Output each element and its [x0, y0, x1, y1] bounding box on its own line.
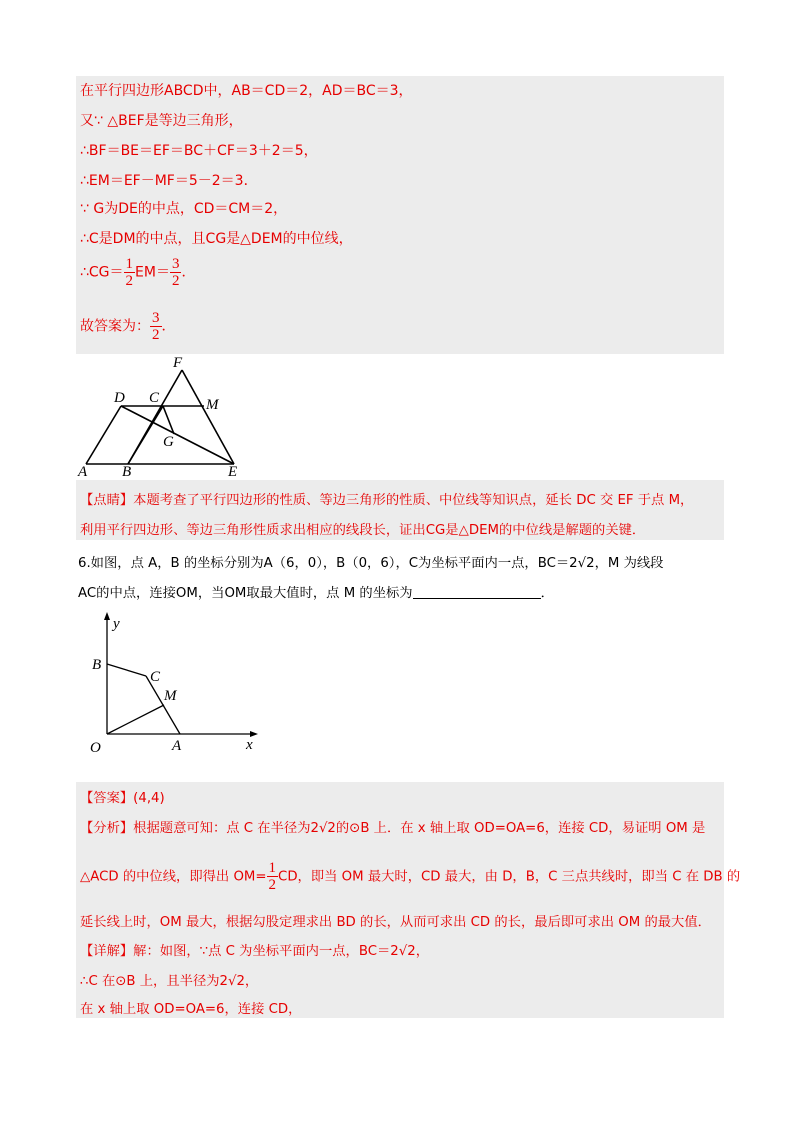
solution-line-6: ∴C是DM的中点，且CG是△DEM的中位线，: [80, 231, 353, 247]
fraction-half: [124, 256, 136, 289]
label-O: O: [90, 740, 101, 756]
fraction-numerator: 1: [125, 256, 134, 272]
label-A: A: [78, 464, 88, 478]
solution-line-3: ∴BF＝BE＝EF＝BC＋CF＝3＋2＝5，: [80, 143, 318, 159]
question-6-line-2: [78, 582, 554, 601]
label-M: M: [206, 397, 219, 413]
fraction-numerator: 3: [152, 310, 160, 326]
analysis-text: △ACD 的中位线，即得出 OM=: [80, 869, 267, 885]
fraction-three-halves: [170, 256, 182, 289]
label-x: x: [246, 737, 253, 753]
analysis-fraction: [267, 860, 279, 893]
answer-line-5: [80, 310, 176, 343]
comment-line-1: 【点睛】本题考查了平行四边形的性质、等边三角形的性质、中位线等知识点，延长 DC 交 EF 于点 M，: [80, 493, 694, 508]
analysis-line-1: 【分析】根据题意可知：点 C 在半径为2√2的⊙B 上．在 x 轴上取 OD=OA=6，连接 CD，易证明 OM 是: [80, 821, 706, 836]
question-6-line-1: 6.如图，点 A，B 的坐标分别为A（6，0），B（0，6），C为坐标平面内一点，BC＝2√2，M 为线段: [78, 556, 664, 571]
coordinate-figure: [76, 610, 276, 760]
analysis-line-3: 延长线上时，OM 最大，根据勾股定理求出 BD 的长，从而可求出 CD 的长，最后即可求出 OM 的最大值．: [80, 915, 711, 930]
question-6-text: AC的中点，连接OM，当OM取最大值时，点 M 的坐标为: [78, 586, 413, 601]
label-E: E: [228, 464, 238, 478]
fraction-numerator: 1: [268, 860, 277, 876]
detail-line-2: ∴C 在⊙B 上，且半径为2√2，: [80, 974, 259, 989]
fraction-numerator: 3: [171, 256, 180, 272]
period: ．: [181, 264, 196, 281]
answer-fraction: [150, 310, 162, 343]
label-M: M: [164, 688, 177, 704]
analysis-line-2: [80, 860, 740, 893]
period: ．: [540, 586, 554, 601]
fraction-denominator: 2: [171, 273, 180, 289]
solution-line-5: ∵ G为DE的中点，CD＝CM＝2，: [80, 201, 288, 217]
fraction-denominator: 2: [152, 327, 160, 343]
fraction-denominator: 2: [125, 273, 134, 289]
label-F: F: [173, 355, 183, 371]
label-A: A: [172, 738, 182, 754]
cg-prefix: ∴CG＝: [80, 264, 124, 281]
label-D: D: [114, 390, 125, 406]
solution-line-7: [80, 256, 195, 289]
label-y: y: [113, 616, 120, 632]
label-C: C: [149, 390, 160, 406]
comment-line-2: 利用平行四边形、等边三角形性质求出相应的线段长，证出CG是△DEM的中位线是解题的关键．: [80, 523, 646, 538]
detail-line-1: 【详解】解：如图，∵点 C 为坐标平面内一点，BC＝2√2，: [80, 944, 429, 959]
answer-6: 【答案】(4,4): [80, 791, 165, 806]
answer-blank: [413, 584, 541, 599]
solution-line-1: 在平行四边形ABCD中，AB＝CD＝2，AD＝BC＝3，: [80, 83, 413, 99]
detail-line-3: 在 x 轴上取 OD=OA=6，连接 CD，: [80, 1002, 302, 1017]
parallelogram-triangle-figure: [76, 354, 242, 478]
solution-line-2: 又∵ △BEF是等边三角形，: [80, 113, 243, 129]
solution-line-4: ∴EM＝EF－MF＝5－2＝3．: [80, 173, 258, 189]
em-text: EM＝: [135, 264, 170, 281]
analysis-text-continued: CD，即当 OM 最大时，CD 最大，由 D，B，C 三点共线时，即当 C 在 DB 的: [278, 869, 741, 885]
fraction-denominator: 2: [268, 877, 277, 893]
label-B: B: [122, 464, 132, 478]
label-G: G: [163, 434, 174, 450]
label-B: B: [92, 657, 102, 673]
period: ．: [161, 318, 176, 335]
answer-prefix: 故答案为：: [80, 318, 150, 335]
label-C: C: [150, 669, 161, 685]
